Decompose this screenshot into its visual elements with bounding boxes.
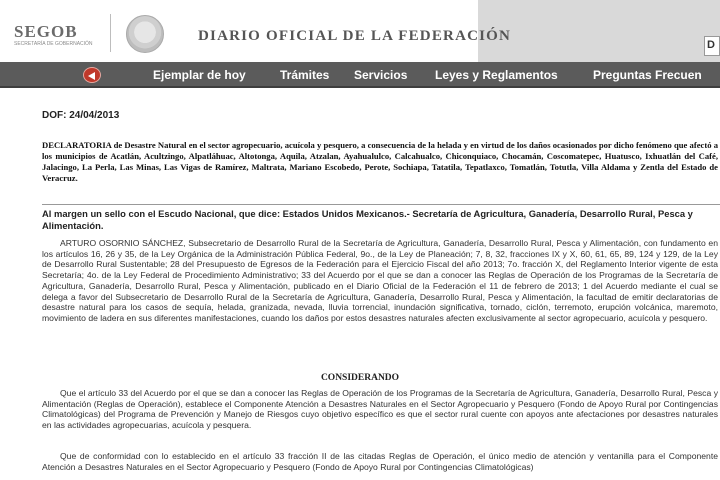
site-header — [0, 0, 720, 62]
body-paragraph: Que el artículo 33 del Acuerdo por el que se dan a conocer las Reglas de Operación de los Programas de la Secretaría de Agricultura, Ganadería, Desarrollo Rural, Pesca y Alimentación (Reglas de Operación), establece el Componente Atención a Desastres Naturales en el Sector Agropecuario y Pesquero (Fondo de Apoyo Rural por Contingencias Climatológicas) del Programa de Prevención y Manejo de Riesgos cuyo objetivo específico es que el sector rural cuente con apoyos ante afectaciones por desastres naturales en las actividades agropecuarias, acuícola y pesquera. — [42, 388, 718, 431]
logo-divider — [110, 14, 111, 52]
search-input[interactable]: D — [704, 36, 720, 56]
site-title[interactable]: DIARIO OFICIAL DE LA FEDERACIÓN — [198, 28, 512, 44]
body-paragraph: ARTURO OSORNIO SÁNCHEZ, Subsecretario de Desarrollo Rural de la Secretaría de Agricultura, Ganadería, Desarrollo Rural, Pesca y Alimentación, con fundamento en los artículos 16, 26 y 35, de la Ley Orgánica de la Administración Pública Federal, 9o., de la Ley de Planeación; 7, 8, 32, fracciones IX y X, 60, 61, 65, 89, 124 y 129, de la Ley de Desarrollo Rural Sustentable; 28 del Presupuesto de Egresos de la Federación para el Ejercicio Fiscal del año 2013; 7o. fracción X, del Reglamento Interior vigente de esta Secretaría; 4o. de la Ley Federal de Procedimiento Administrativo; 33 del Acuerdo por el que se dan a conocer las Reglas de Operación de los Programas de la Secretaría de Agricultura, Ganadería, Desarrollo Rural, Pesca y Alimentación, publicado en el Diario Oficial de la Federación el 11 de febrero de 2013; 1 del Acuerdo mediante el cual se delega a favor del Subsecretario de Desarrollo Rural de la Secretaría de Agricultura, Ganadería, Desarrollo Rural, Pesca y Alimentación, la facultad de emitir declaratorias de desastre natural para los casos de sequía, helada, granizada, nevada, lluvia torrencial, inundación significativa, tornado, ciclón, terremoto, erupción volcánica, maremoto, movimiento de ladera en sus diferentes manifestaciones, cuando los daños por estos desastres naturales afecten exclusivamente al sector agropecuario, acuícola y pesquero. — [42, 238, 718, 323]
section-title: CONSIDERANDO — [320, 373, 400, 383]
main-nav — [0, 62, 720, 88]
dof-date: DOF: 24/04/2013 — [42, 110, 120, 121]
nav-item-ejemplar-de-hoy[interactable]: Ejemplar de hoy — [153, 68, 246, 82]
nav-item-tramites[interactable]: Trámites — [280, 68, 330, 82]
body-paragraph: Que de conformidad con lo establecido en el artículo 33 fracción II de las citadas Reglas de Operación, el único medio de atención y ventanilla para el Componente Atención a Desastres Naturales en el Sector Agropecuario y Pesquero (Fondo de Apoyo Rural por Contingencias Climatológicas) — [42, 451, 718, 472]
document-intro: Al margen un sello con el Escudo Nacional, que dice: Estados Unidos Mexicanos.- Secretaría de Agricultura, Ganadería, Desarrollo Rural, Pesca y Alimentación. — [42, 208, 693, 231]
nav-item-servicios[interactable]: Servicios — [354, 68, 408, 82]
nav-item-leyes-y-reglamentos[interactable]: Leyes y Reglamentos — [435, 68, 558, 82]
national-seal-icon — [126, 15, 164, 53]
segob-logo[interactable]: SEGOB — [14, 22, 78, 41]
header-right-panel — [478, 0, 720, 62]
document-headline: DECLARATORIA de Desastre Natural en el sector agropecuario, acuícola y pesquero, a consecuencia de la helada y en virtud de los daños ocasionados por dicho fenómeno que afectó a los municipios de Acatlán, Acultzingo, Alpatláhuac, Altotonga, Aquila, Atzalan, Ayahualulco, Calcahualco, Chiconquiaco, Chocamán, Coscomatepec, Huatusco, Ixhuatlán del Café, Jalacingo, La Perla, Las Minas, Las Vigas de Ramírez, Maltrata, Mariano Escobedo, Perote, Sochiapa, Tatatila, Tepatlaxco, Tomatlán, Totutla, Villa Aldama y Zentla del Estado de Veracruz. — [42, 140, 718, 183]
nav-item-preguntas-frecuentes[interactable]: Preguntas Frecuen — [593, 68, 702, 82]
segob-logo-subtitle: SECRETARÍA DE GOBERNACIÓN — [14, 41, 93, 47]
back-arrow-icon[interactable] — [83, 67, 101, 83]
headline-divider — [42, 204, 720, 205]
